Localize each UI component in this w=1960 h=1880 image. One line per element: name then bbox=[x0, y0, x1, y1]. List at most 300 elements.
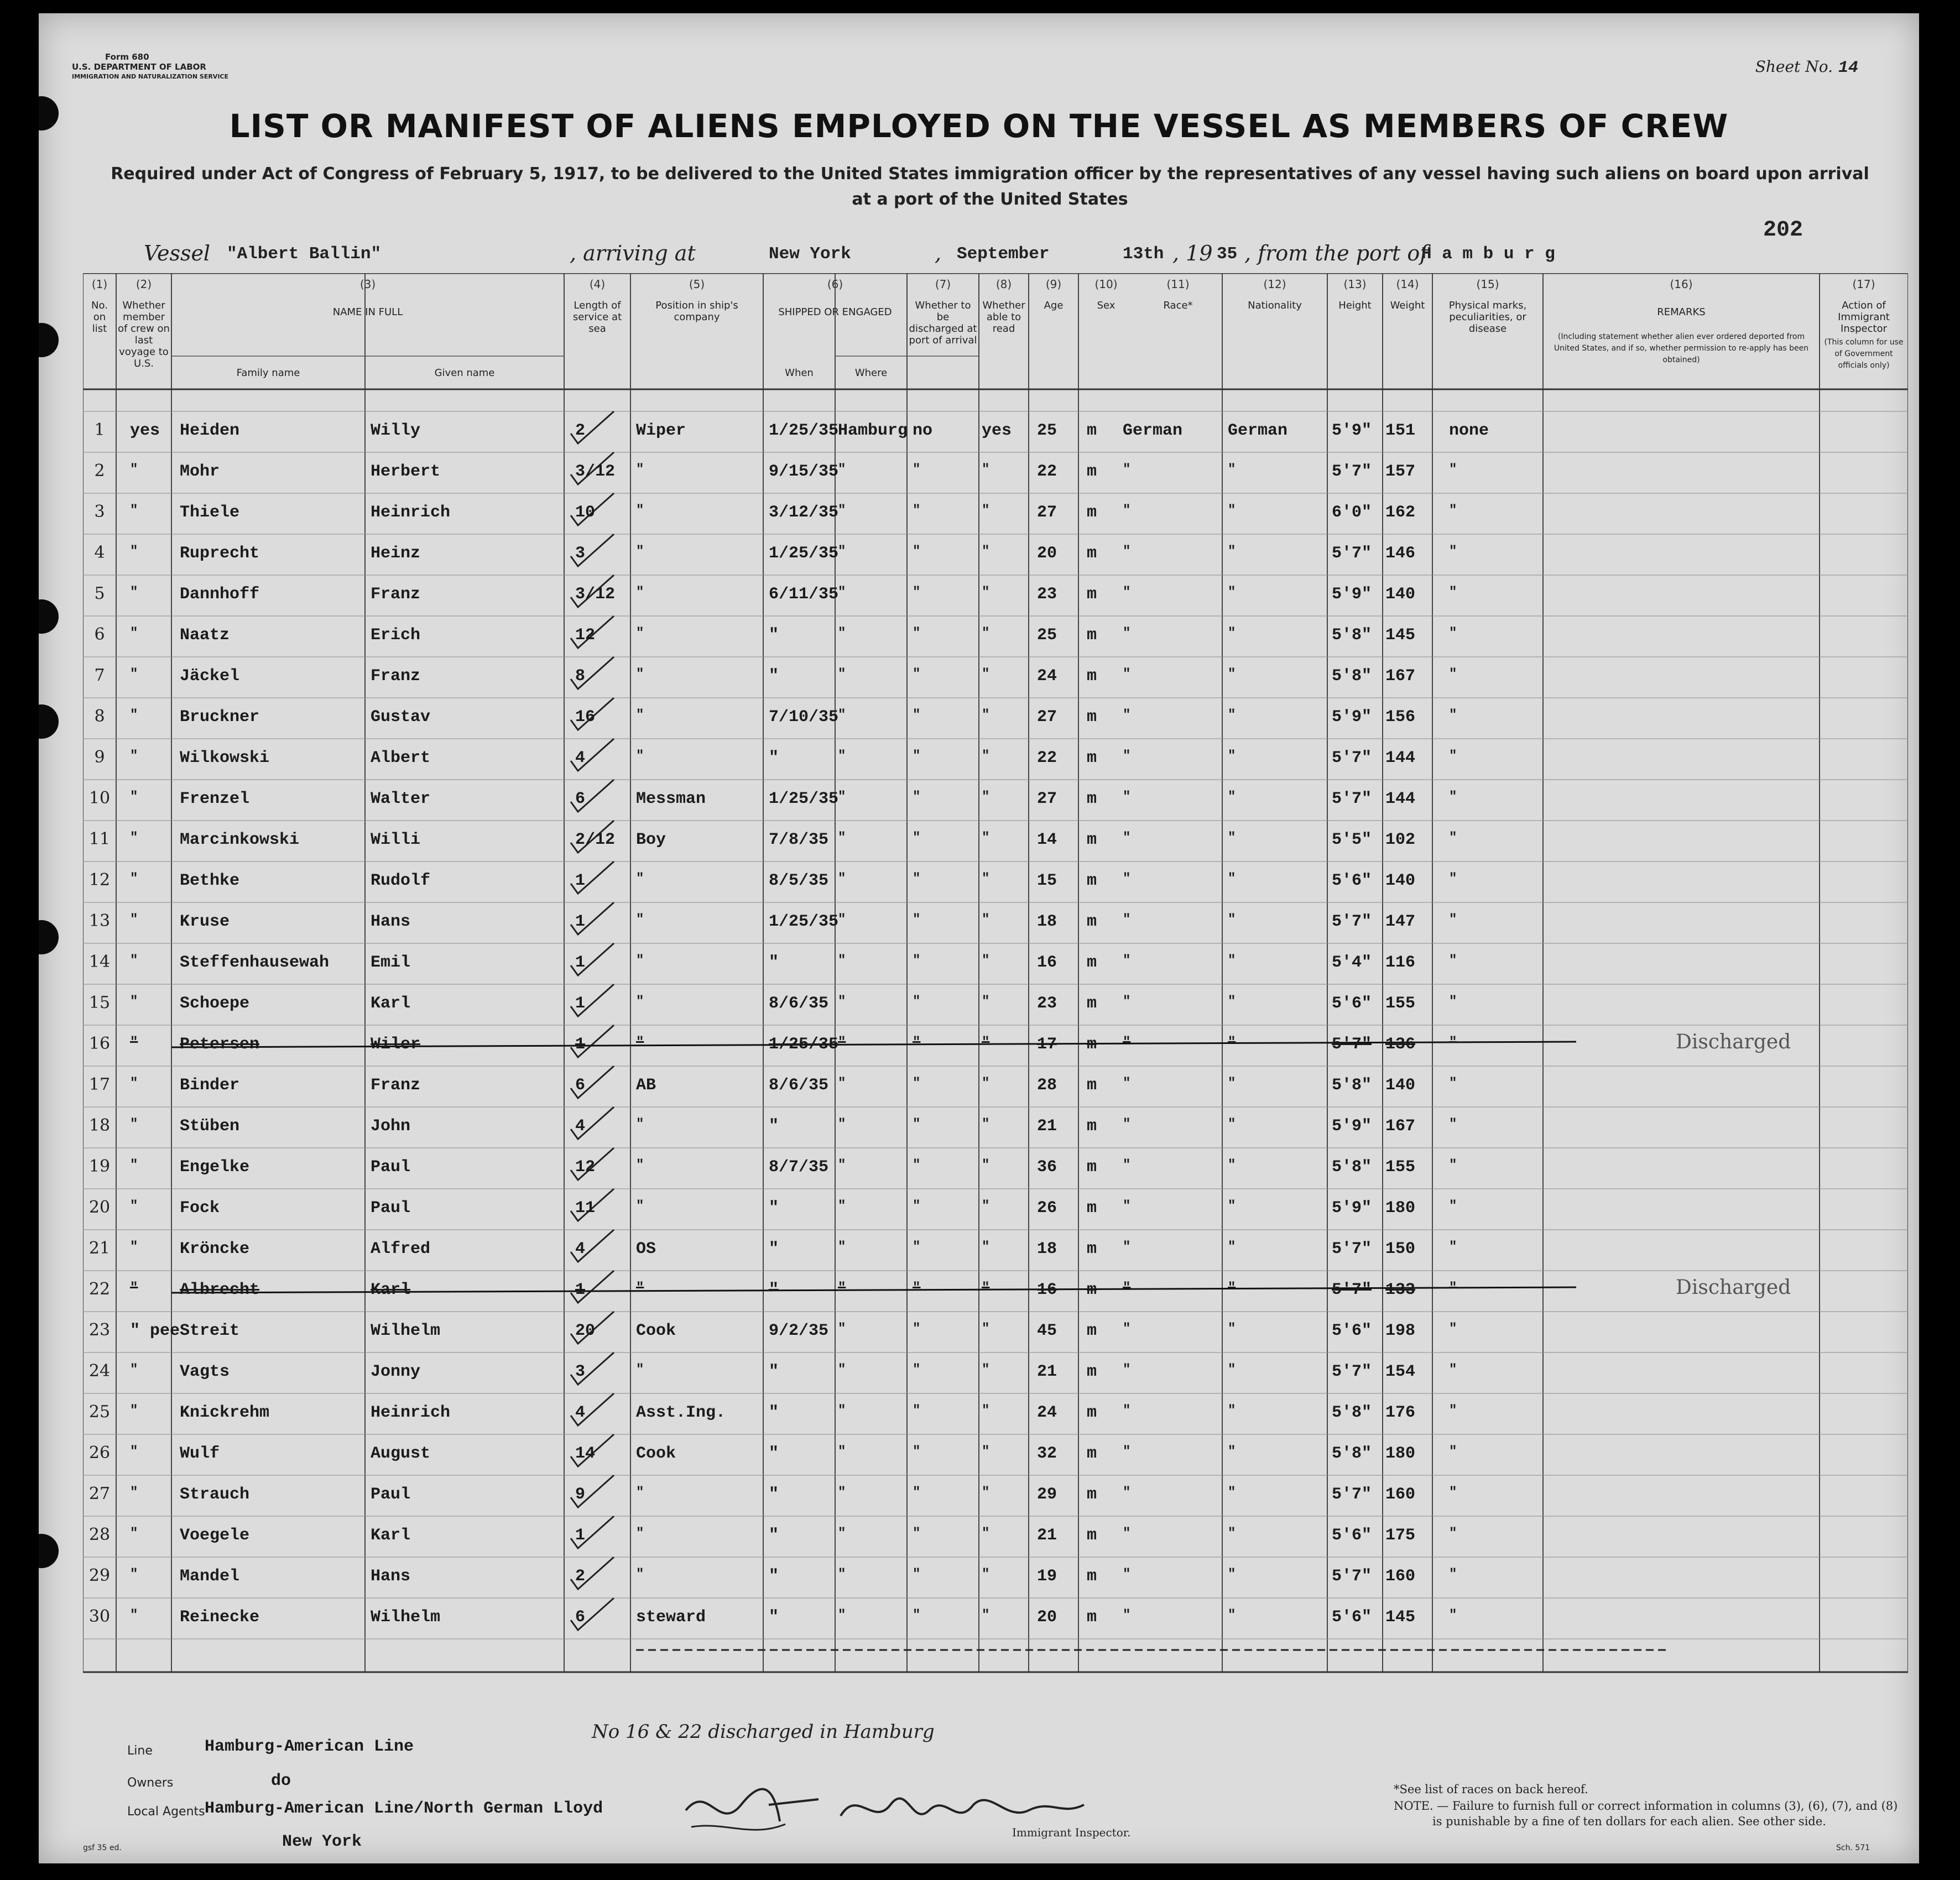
sex-cell: m bbox=[1087, 790, 1097, 808]
marks-cell: " bbox=[1449, 1281, 1457, 1296]
read-cell: " bbox=[982, 462, 990, 477]
family-name-cell: Fock bbox=[180, 1199, 220, 1218]
height-cell: 5'7" bbox=[1332, 462, 1372, 481]
family-name-cell: Bethke bbox=[180, 871, 240, 890]
read-cell: " bbox=[982, 544, 990, 559]
nationality-cell: " bbox=[1228, 462, 1236, 477]
position-cell: " bbox=[636, 544, 644, 559]
height-cell: 5'4" bbox=[1332, 953, 1372, 972]
sex-cell: m bbox=[1087, 1485, 1097, 1504]
weight-cell: 155 bbox=[1385, 994, 1416, 1013]
marks-cell: " bbox=[1449, 1240, 1457, 1255]
age-cell: 21 bbox=[1037, 1117, 1057, 1136]
shipped-when-cell: " bbox=[769, 626, 779, 645]
height-cell: 5'8" bbox=[1332, 626, 1372, 645]
age-cell: 20 bbox=[1037, 544, 1057, 563]
agents-value: Hamburg-American Line/North German Lloyd bbox=[205, 1799, 603, 1818]
shipped-where-cell: " bbox=[838, 1444, 846, 1459]
nationality-cell: German bbox=[1228, 421, 1288, 440]
column-subheader: (This column for use of Government officials only) bbox=[1824, 338, 1904, 370]
sex-cell: m bbox=[1087, 1362, 1097, 1381]
nationality-cell: " bbox=[1228, 1444, 1236, 1459]
column-number: (1) bbox=[91, 278, 108, 291]
service-cell: 10 bbox=[575, 503, 596, 522]
read-cell: " bbox=[982, 1567, 990, 1582]
height-cell: 5'7" bbox=[1332, 790, 1372, 808]
weight-cell: 160 bbox=[1385, 1567, 1416, 1586]
crew-cell: " bbox=[130, 1567, 138, 1582]
height-cell: 5'8" bbox=[1332, 1076, 1372, 1095]
race-cell: " bbox=[1123, 1158, 1131, 1173]
weight-cell: 140 bbox=[1385, 585, 1416, 604]
column-header: Height bbox=[1338, 300, 1372, 311]
print-code: gsf 35 ed. bbox=[83, 1844, 122, 1852]
position-cell: " bbox=[636, 626, 644, 641]
crew-cell: " bbox=[130, 831, 138, 845]
nationality-cell: " bbox=[1228, 831, 1236, 845]
height-cell: 5'9" bbox=[1332, 1117, 1372, 1136]
marks-cell: " bbox=[1449, 1322, 1457, 1336]
marks-cell: " bbox=[1449, 1444, 1457, 1459]
service-cell: 9 bbox=[575, 1485, 586, 1504]
service-cell: 2/12 bbox=[575, 831, 616, 849]
sex-cell: m bbox=[1087, 953, 1097, 972]
marks-cell: " bbox=[1449, 667, 1457, 682]
position-cell: " bbox=[636, 871, 644, 886]
age-cell: 16 bbox=[1037, 1281, 1057, 1299]
given-name-cell: Karl bbox=[371, 1281, 411, 1299]
races-note: *See list of races on back hereof. bbox=[1394, 1783, 1588, 1796]
given-name-cell: Erich bbox=[371, 626, 421, 645]
race-cell: " bbox=[1123, 1608, 1131, 1623]
sex-cell: m bbox=[1087, 1117, 1097, 1136]
crew-cell: " bbox=[130, 1281, 138, 1296]
weight-cell: 157 bbox=[1385, 462, 1416, 481]
shipped-when-cell: 1/25/35 bbox=[769, 790, 839, 808]
read-cell: " bbox=[982, 1035, 990, 1050]
given-name-cell: Albert bbox=[371, 749, 431, 767]
crew-cell: " bbox=[130, 1362, 138, 1377]
race-cell: " bbox=[1123, 1199, 1131, 1214]
height-cell: 5'7" bbox=[1332, 1240, 1372, 1258]
subtitle-line-1: Required under Act of Congress of February 5, 1917, to be delivered to the United States immigration officer by the representatives of any vessel having such aliens on board upon arrival bbox=[111, 164, 1869, 184]
family-name-cell: Albrecht bbox=[180, 1281, 260, 1299]
position-cell: " bbox=[636, 1485, 644, 1500]
marks-cell: " bbox=[1449, 994, 1457, 1009]
family-name-cell: Dannhoff bbox=[180, 585, 260, 604]
owners-label: Owners bbox=[127, 1776, 174, 1790]
weight-cell: 151 bbox=[1385, 421, 1416, 440]
shipped-where-cell: " bbox=[838, 953, 846, 968]
marks-cell: " bbox=[1449, 749, 1457, 764]
shipped-when-cell: " bbox=[769, 1362, 779, 1381]
position-cell: " bbox=[636, 1199, 644, 1214]
read-cell: " bbox=[982, 626, 990, 641]
position-cell: " bbox=[636, 1035, 644, 1050]
given-name-cell: Franz bbox=[371, 1076, 421, 1095]
age-cell: 26 bbox=[1037, 1199, 1057, 1218]
column-header: Race* bbox=[1163, 300, 1193, 311]
shipped-when-cell: 1/25/35 bbox=[769, 1035, 839, 1054]
family-name-cell: Schoepe bbox=[180, 994, 250, 1013]
given-name-cell: Karl bbox=[371, 994, 411, 1013]
discharge-cell: " bbox=[913, 1608, 921, 1623]
crew-cell: " bbox=[130, 1240, 138, 1255]
nationality-cell: " bbox=[1228, 544, 1236, 559]
shipped-where-cell: " bbox=[838, 1526, 846, 1541]
column-header: Whether able to read bbox=[982, 300, 1025, 335]
service-cell: 16 bbox=[575, 708, 596, 727]
weight-cell: 144 bbox=[1385, 790, 1416, 808]
weight-cell: 145 bbox=[1385, 626, 1416, 645]
race-cell: " bbox=[1123, 1403, 1131, 1418]
weight-cell: 167 bbox=[1385, 1117, 1416, 1136]
sex-cell: m bbox=[1087, 667, 1097, 686]
height-cell: 5'6" bbox=[1332, 994, 1372, 1013]
column-subheader: Given name bbox=[434, 367, 495, 379]
family-name-cell: Binder bbox=[180, 1076, 240, 1095]
read-cell: " bbox=[982, 1076, 990, 1091]
sex-cell: m bbox=[1087, 1199, 1097, 1218]
form-identifier bbox=[72, 52, 228, 82]
age-cell: 16 bbox=[1037, 953, 1057, 972]
crew-cell: " bbox=[130, 871, 138, 886]
marks-cell: " bbox=[1449, 831, 1457, 845]
given-name-cell: Walter bbox=[371, 790, 431, 808]
marks-cell: " bbox=[1449, 1403, 1457, 1418]
height-cell: 5'7" bbox=[1332, 749, 1372, 767]
column-number: (3) bbox=[359, 278, 376, 291]
read-cell: yes bbox=[982, 421, 1012, 440]
age-cell: 25 bbox=[1037, 421, 1057, 440]
race-cell: " bbox=[1123, 626, 1131, 641]
agents-label: Local Agents bbox=[127, 1805, 205, 1819]
given-name-cell: Paul bbox=[371, 1158, 411, 1177]
nationality-cell: " bbox=[1228, 667, 1236, 682]
penalty-note-2: is punishable by a fine of ten dollars for each alien. See other side. bbox=[1432, 1815, 1826, 1828]
discharge-cell: " bbox=[913, 749, 921, 764]
arrival-month: September bbox=[957, 244, 1050, 264]
given-name-cell: Jonny bbox=[371, 1362, 421, 1381]
age-cell: 29 bbox=[1037, 1485, 1057, 1504]
height-cell: 5'9" bbox=[1332, 708, 1372, 727]
age-cell: 17 bbox=[1037, 1035, 1057, 1054]
height-cell: 5'5" bbox=[1332, 831, 1372, 849]
nationality-cell: " bbox=[1228, 871, 1236, 886]
service-cell: 4 bbox=[575, 1403, 586, 1422]
crew-cell: " bbox=[130, 1608, 138, 1623]
sex-cell: m bbox=[1087, 1158, 1097, 1177]
height-cell: 5'7" bbox=[1332, 1035, 1372, 1054]
shipped-where-cell: " bbox=[838, 994, 846, 1009]
weight-cell: 167 bbox=[1385, 667, 1416, 686]
read-cell: " bbox=[982, 790, 990, 805]
arrival-year: 35 bbox=[1217, 244, 1238, 264]
discharge-cell: " bbox=[913, 912, 921, 927]
row-number: 9 bbox=[94, 748, 105, 767]
family-name-cell: Wulf bbox=[180, 1444, 220, 1463]
row-number: 23 bbox=[88, 1320, 111, 1340]
family-name-cell: Steffenhausewah bbox=[180, 953, 330, 972]
read-cell: " bbox=[982, 871, 990, 886]
shipped-where-cell: " bbox=[838, 544, 846, 559]
position-cell: " bbox=[636, 953, 644, 968]
crew-cell: " bbox=[130, 1199, 138, 1214]
crew-cell: " bbox=[130, 626, 138, 641]
race-cell: " bbox=[1123, 994, 1131, 1009]
marks-cell: " bbox=[1449, 1117, 1457, 1132]
shipped-when-cell: " bbox=[769, 1403, 779, 1422]
shipped-when-cell: " bbox=[769, 1526, 779, 1545]
shipped-where-cell: " bbox=[838, 1158, 846, 1173]
weight-cell: 198 bbox=[1385, 1322, 1416, 1340]
marks-cell: " bbox=[1449, 1526, 1457, 1541]
column-number: (9) bbox=[1045, 278, 1062, 291]
family-name-cell: Mandel bbox=[180, 1567, 240, 1586]
service-cell: 3/12 bbox=[575, 585, 616, 604]
row-number: 5 bbox=[94, 584, 105, 603]
age-cell: 27 bbox=[1037, 503, 1057, 522]
shipped-when-cell: 1/25/35 bbox=[769, 421, 839, 440]
discharge-cell: " bbox=[913, 1526, 921, 1541]
position-cell: Messman bbox=[636, 790, 706, 808]
weight-cell: 175 bbox=[1385, 1526, 1416, 1545]
position-cell: Asst.Ing. bbox=[636, 1403, 726, 1422]
shipped-where-cell: " bbox=[838, 1199, 846, 1214]
service-cell: 6 bbox=[575, 1608, 586, 1627]
schedule-code: Sch. 571 bbox=[1836, 1844, 1870, 1852]
nationality-cell: " bbox=[1228, 1117, 1236, 1132]
read-cell: " bbox=[982, 1444, 990, 1459]
row-number: 3 bbox=[94, 502, 105, 521]
race-cell: " bbox=[1123, 871, 1131, 886]
discharge-cell: " bbox=[913, 1485, 921, 1500]
shipped-where-cell: " bbox=[838, 871, 846, 886]
service-cell: 1 bbox=[575, 953, 586, 972]
height-cell: 6'0" bbox=[1332, 503, 1372, 522]
race-cell: " bbox=[1123, 1117, 1131, 1132]
race-cell: " bbox=[1123, 1485, 1131, 1500]
crew-cell: " bbox=[130, 1035, 138, 1050]
weight-cell: 160 bbox=[1385, 1485, 1416, 1504]
nationality-cell: " bbox=[1228, 1567, 1236, 1582]
reference-number: 202 bbox=[1763, 218, 1803, 243]
family-name-cell: Streit bbox=[180, 1322, 240, 1340]
read-cell: " bbox=[982, 1403, 990, 1418]
family-name-cell: Mohr bbox=[180, 462, 220, 481]
sex-cell: m bbox=[1087, 831, 1097, 849]
age-cell: 24 bbox=[1037, 667, 1057, 686]
column-number: (16) bbox=[1670, 278, 1693, 291]
nationality-cell: " bbox=[1228, 1608, 1236, 1623]
family-name-cell: Strauch bbox=[180, 1485, 250, 1504]
discharge-cell: " bbox=[913, 994, 921, 1009]
read-cell: " bbox=[982, 1158, 990, 1173]
race-cell: " bbox=[1123, 1240, 1131, 1255]
arrival-port: New York bbox=[769, 244, 851, 264]
race-cell: " bbox=[1123, 831, 1131, 845]
crew-cell: " bbox=[130, 1158, 138, 1173]
shipped-when-cell: " bbox=[769, 1485, 779, 1504]
form-number: Form 680 bbox=[105, 52, 149, 62]
age-cell: 23 bbox=[1037, 994, 1057, 1013]
race-cell: " bbox=[1123, 1035, 1131, 1050]
nationality-cell: " bbox=[1228, 1322, 1236, 1336]
sex-cell: m bbox=[1087, 585, 1097, 604]
column-number: (13) bbox=[1343, 278, 1367, 291]
nationality-cell: " bbox=[1228, 953, 1236, 968]
row-number: 15 bbox=[88, 993, 111, 1012]
position-cell: Boy bbox=[636, 831, 666, 849]
sheet-label: Sheet No. bbox=[1755, 58, 1833, 76]
row-number: 8 bbox=[94, 707, 105, 726]
shipped-where-cell: " bbox=[838, 749, 846, 764]
weight-cell: 180 bbox=[1385, 1444, 1416, 1463]
age-cell: 21 bbox=[1037, 1362, 1057, 1381]
family-name-cell: Stüben bbox=[180, 1117, 240, 1136]
column-subheader: (Including statement whether alien ever ordered deported from United States, and if so, whether permission to re-apply has been obtained) bbox=[1554, 332, 1809, 364]
column-header: Position in ship's company bbox=[655, 300, 738, 323]
given-name-cell: Rudolf bbox=[371, 871, 431, 890]
weight-cell: 155 bbox=[1385, 1158, 1416, 1177]
column-number: (14) bbox=[1396, 278, 1419, 291]
arrival-day: 13th bbox=[1123, 244, 1164, 264]
read-cell: " bbox=[982, 1240, 990, 1255]
given-name-cell: Willi bbox=[371, 831, 421, 849]
nationality-cell: " bbox=[1228, 1076, 1236, 1091]
shipped-where-cell: " bbox=[838, 1322, 846, 1336]
crew-cell: " bbox=[130, 953, 138, 968]
race-cell: " bbox=[1123, 953, 1131, 968]
row-number: 30 bbox=[88, 1607, 111, 1626]
read-cell: " bbox=[982, 1485, 990, 1500]
column-number: (6) bbox=[827, 278, 843, 291]
crew-cell: " bbox=[130, 1117, 138, 1132]
sex-cell: m bbox=[1087, 1322, 1097, 1340]
weight-cell: 140 bbox=[1385, 871, 1416, 890]
shipped-where-cell: " bbox=[838, 503, 846, 518]
given-name-cell: Heinrich bbox=[371, 503, 451, 522]
nationality-cell: " bbox=[1228, 994, 1236, 1009]
column-header: REMARKS bbox=[1657, 306, 1706, 318]
marks-cell: " bbox=[1449, 1158, 1457, 1173]
weight-cell: 133 bbox=[1385, 1281, 1416, 1299]
crew-cell: " bbox=[130, 1444, 138, 1459]
column-number: (11) bbox=[1166, 278, 1190, 291]
given-name-cell: Karl bbox=[371, 1526, 411, 1545]
table-grid bbox=[83, 273, 1908, 1705]
row-number: 10 bbox=[88, 788, 111, 808]
crew-table bbox=[83, 273, 1908, 1705]
sex-cell: m bbox=[1087, 749, 1097, 767]
sex-cell: m bbox=[1087, 1567, 1097, 1586]
age-cell: 24 bbox=[1037, 1403, 1057, 1422]
sex-cell: m bbox=[1087, 462, 1097, 481]
remark-stamp: Discharged bbox=[1676, 1031, 1791, 1053]
punch-hole bbox=[39, 920, 59, 954]
from-label: , from the port of bbox=[1244, 241, 1428, 265]
given-name-cell: Wilhelm bbox=[371, 1608, 441, 1627]
discharge-cell: " bbox=[913, 585, 921, 600]
row-number: 13 bbox=[88, 911, 111, 931]
nationality-cell: " bbox=[1228, 912, 1236, 927]
column-header: Age bbox=[1044, 300, 1064, 311]
given-name-cell: Wiler bbox=[371, 1035, 421, 1054]
sex-cell: m bbox=[1087, 871, 1097, 890]
punch-hole bbox=[39, 704, 59, 739]
service-cell: 2 bbox=[575, 421, 586, 440]
shipped-where-cell: " bbox=[838, 585, 846, 600]
service-cell: 12 bbox=[575, 626, 596, 645]
shipped-where-cell: " bbox=[838, 1240, 846, 1255]
sex-cell: m bbox=[1087, 994, 1097, 1013]
position-cell: " bbox=[636, 1362, 644, 1377]
column-header: No. on list bbox=[91, 300, 108, 335]
age-cell: 27 bbox=[1037, 790, 1057, 808]
sex-cell: m bbox=[1087, 708, 1097, 727]
position-cell: " bbox=[636, 1526, 644, 1541]
discharge-cell: " bbox=[913, 1158, 921, 1173]
age-cell: 25 bbox=[1037, 626, 1057, 645]
position-cell: " bbox=[636, 462, 644, 477]
discharge-cell: " bbox=[913, 1117, 921, 1132]
weight-cell: 144 bbox=[1385, 749, 1416, 767]
shipped-when-cell: 1/25/35 bbox=[769, 912, 839, 931]
race-cell: " bbox=[1123, 462, 1131, 477]
position-cell: " bbox=[636, 912, 644, 927]
shipped-when-cell: 6/11/35 bbox=[769, 585, 839, 604]
shipped-where-cell: " bbox=[838, 790, 846, 805]
position-cell: " bbox=[636, 749, 644, 764]
sex-cell: m bbox=[1087, 1608, 1097, 1627]
marks-cell: " bbox=[1449, 912, 1457, 927]
read-cell: " bbox=[982, 1117, 990, 1132]
position-cell: " bbox=[636, 1567, 644, 1582]
voyage-line bbox=[39, 241, 1919, 274]
column-subheader: When bbox=[785, 367, 814, 379]
weight-cell: 116 bbox=[1385, 953, 1416, 972]
discharge-cell: no bbox=[913, 421, 933, 440]
nationality-cell: " bbox=[1228, 1199, 1236, 1214]
column-number: (7) bbox=[935, 278, 951, 291]
given-name-cell: August bbox=[371, 1444, 431, 1463]
weight-cell: 154 bbox=[1385, 1362, 1416, 1381]
height-cell: 5'7" bbox=[1332, 1567, 1372, 1586]
marks-cell: " bbox=[1449, 1362, 1457, 1377]
position-cell: OS bbox=[636, 1240, 656, 1258]
marks-cell: none bbox=[1449, 421, 1489, 440]
height-cell: 5'6" bbox=[1332, 1526, 1372, 1545]
marks-cell: " bbox=[1449, 1035, 1457, 1050]
service-cell: 3 bbox=[575, 1362, 586, 1381]
given-name-cell: Franz bbox=[371, 667, 421, 686]
crew-cell: " bbox=[130, 708, 138, 723]
given-name-cell: Heinrich bbox=[371, 1403, 451, 1422]
age-cell: 28 bbox=[1037, 1076, 1057, 1095]
service-cell: 4 bbox=[575, 1240, 586, 1258]
discharge-cell: " bbox=[913, 1240, 921, 1255]
crew-cell: " bbox=[130, 667, 138, 682]
height-cell: 5'9" bbox=[1332, 421, 1372, 440]
given-name-cell: Wilhelm bbox=[371, 1322, 441, 1340]
discharge-cell: " bbox=[913, 667, 921, 682]
race-cell: " bbox=[1123, 544, 1131, 559]
position-cell: Cook bbox=[636, 1444, 676, 1463]
nationality-cell: " bbox=[1228, 585, 1236, 600]
position-cell: " bbox=[636, 708, 644, 723]
shipped-where-cell: " bbox=[838, 912, 846, 927]
crew-cell: " bbox=[130, 1485, 138, 1500]
